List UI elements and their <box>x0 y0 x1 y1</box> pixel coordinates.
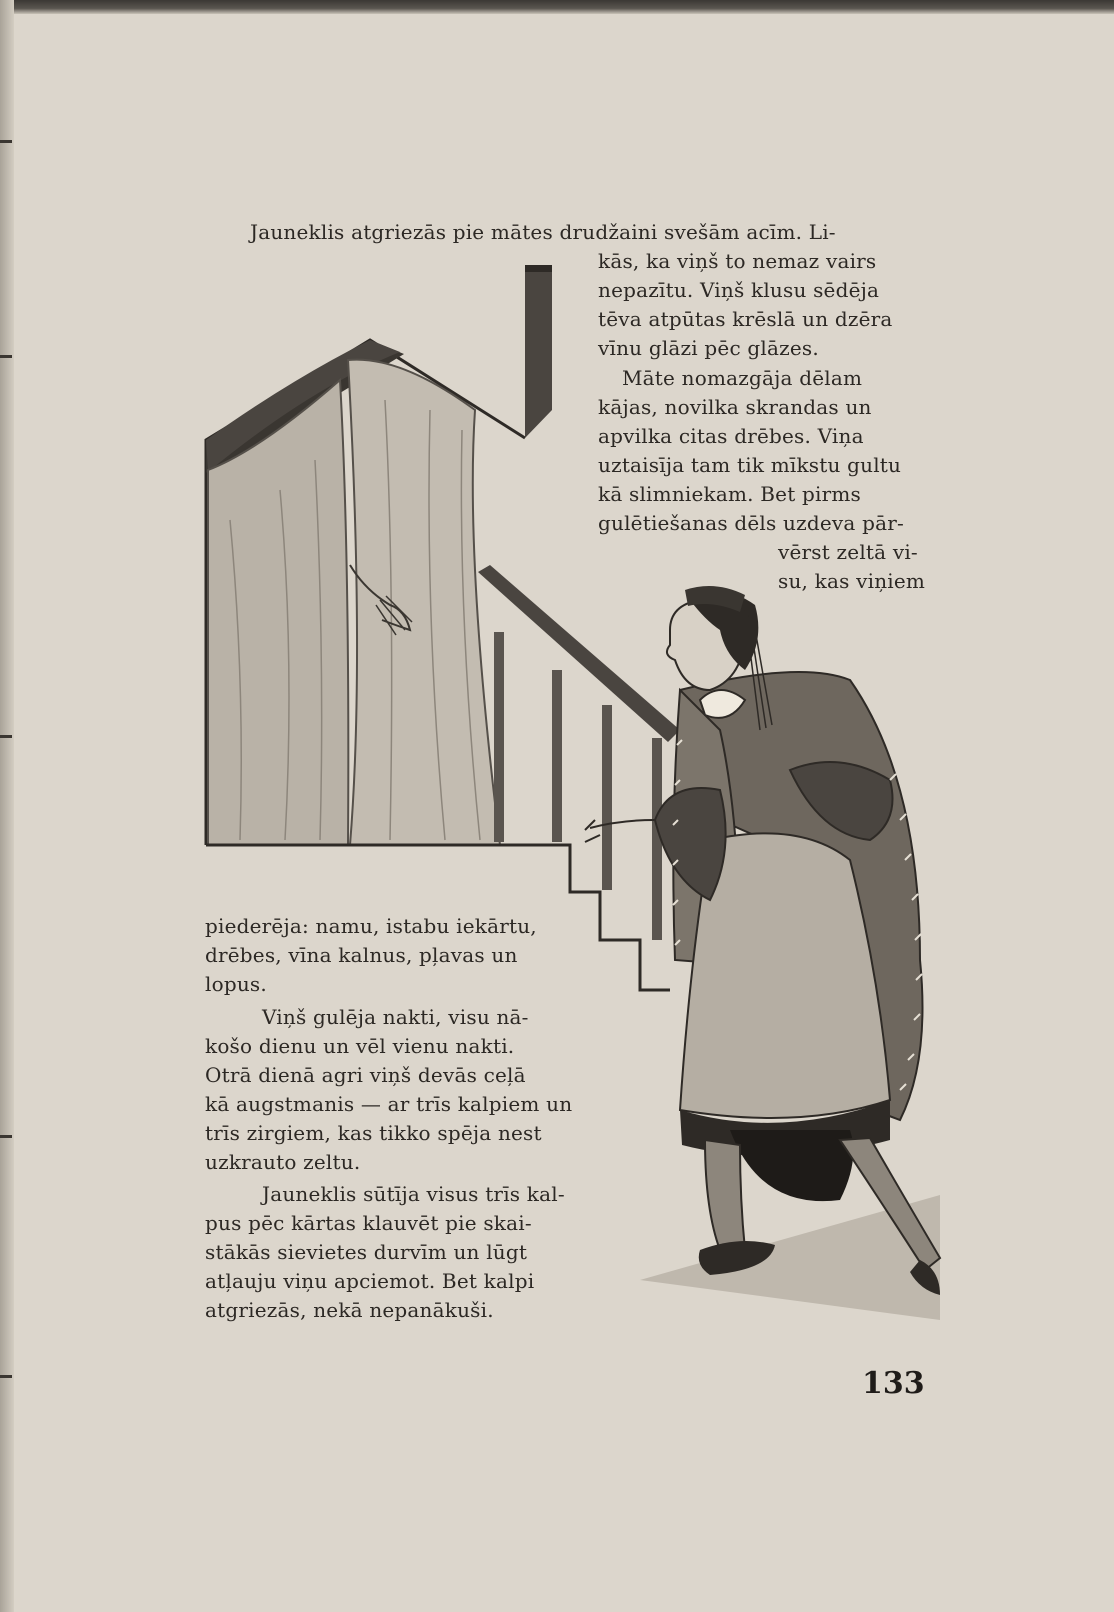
binding-mark <box>0 1375 12 1378</box>
text-line: trīs zirgiem, kas tikko spēja nest <box>205 1121 542 1145</box>
text-line: kājas, novilka skrandas un <box>598 395 872 419</box>
text-line: atgriezās, nekā nepanākuši. <box>205 1298 494 1322</box>
text-line: tēva atpūtas krēslā un dzēra <box>598 307 893 331</box>
text-line: kā augstmanis — ar trīs kalpiem un <box>205 1092 573 1116</box>
binding-mark <box>0 735 12 738</box>
text-line: apvilka citas drēbes. Viņa <box>598 424 864 448</box>
text-line: atļauju viņu apciemot. Bet kalpi <box>205 1269 535 1293</box>
book-binding-edge <box>0 0 14 1612</box>
text-line: Otrā dienā agri viņš devās ceļā <box>205 1063 526 1087</box>
text-line: kās, ka viņš to nemaz vairs <box>598 249 877 273</box>
text-line: uzkrauto zeltu. <box>205 1150 361 1174</box>
text-line: Māte nomazgāja dēlam <box>622 366 863 390</box>
text-line: kā slimniekam. Bet pirms <box>598 482 861 506</box>
text-line: piederēja: namu, istabu iekārtu, <box>205 914 537 938</box>
text-line: Jauneklis atgriezās pie mātes drudžaini svešām acīm. Li- <box>250 220 836 244</box>
text-line: uztaisīja tam tik mīkstu gultu <box>598 453 902 477</box>
text-line: košo dienu un vēl vienu nakti. <box>205 1034 515 1058</box>
binding-mark <box>0 140 12 143</box>
text-line: vīnu glāzi pēc glāzes. <box>598 336 819 360</box>
text-line: stākās sievietes durvīm un lūgt <box>205 1240 528 1264</box>
page-number: 133 <box>862 1366 925 1401</box>
text-line: gulētiešanas dēls uzdeva pār- <box>598 511 904 535</box>
text-line: lopus. <box>205 972 267 996</box>
text-line: pus pēc kārtas klauvēt pie skai- <box>205 1211 532 1235</box>
text-line: nepazītu. Viņš klusu sēdēja <box>598 278 880 302</box>
text-line: vērst zeltā vi- <box>778 540 918 564</box>
text-line: drēbes, vīna kalnus, pļavas un <box>205 943 518 967</box>
text-line: Viņš gulēja nakti, visu nā- <box>262 1005 529 1029</box>
binding-mark <box>0 355 12 358</box>
text-line: Jauneklis sūtīja visus trīs kal- <box>262 1182 565 1206</box>
binding-mark <box>0 1135 12 1138</box>
text-line: su, kas viņiem <box>778 569 926 593</box>
book-top-edge <box>0 0 1114 14</box>
